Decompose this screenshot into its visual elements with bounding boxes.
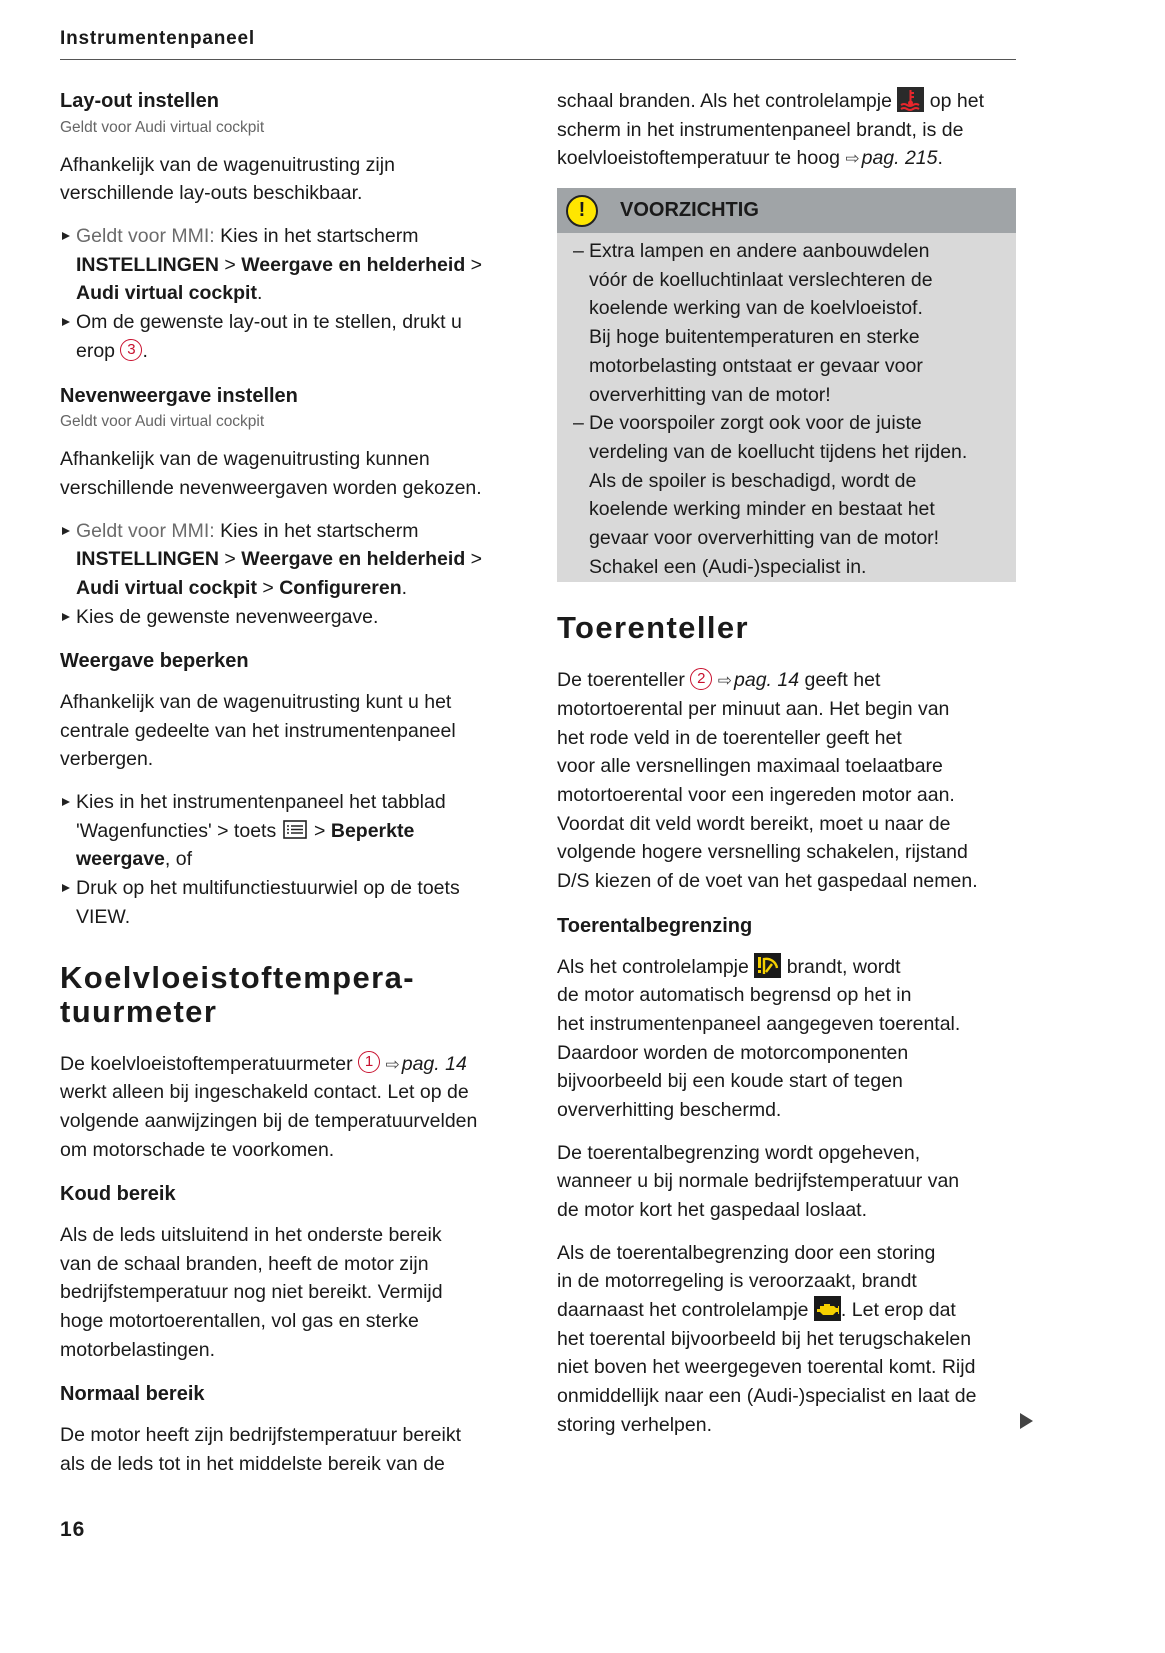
text-line xyxy=(76,603,520,632)
subheading xyxy=(60,1180,520,1209)
text-span: > xyxy=(465,548,483,571)
text-span: volgende aanwijzingen bij de temperatuurvelden xyxy=(60,1109,478,1132)
text-span: > xyxy=(256,576,280,599)
text-line xyxy=(76,903,520,932)
applicability-note xyxy=(60,410,520,434)
text-line xyxy=(76,845,520,874)
running-header: Instrumentenpaneel xyxy=(60,28,255,49)
text-span: niet boven het weergegeven toerental komt. Rijd xyxy=(557,1356,976,1379)
page-reference-link[interactable] xyxy=(845,147,937,169)
text-span: Normaal bereik xyxy=(60,1383,205,1406)
text-line xyxy=(557,981,1017,1010)
caution-title: VOORZICHTIG xyxy=(620,199,759,222)
text-span: Als de toerentalbegrenzing door een storing xyxy=(557,1241,936,1264)
instruction-step xyxy=(60,308,520,365)
text-span: koelende werking van de koelvloeistof. xyxy=(589,297,923,320)
caution-header xyxy=(557,188,1016,233)
warning-icon: ! xyxy=(566,195,598,227)
text-span: het instrumentenpaneel aangegeven toerental. xyxy=(557,1012,961,1035)
text-span: Kies in het startscherm xyxy=(220,519,419,542)
text-span: motortoerental voor een ingereden motor aan. xyxy=(557,784,955,807)
text-line xyxy=(557,1239,1017,1268)
text-line xyxy=(589,553,1016,582)
paragraph xyxy=(557,1139,1017,1225)
text-span: op het xyxy=(924,90,985,112)
text-line xyxy=(589,524,1016,553)
text-line xyxy=(60,1221,520,1250)
text-span: Toerentalbegrenzing xyxy=(557,914,753,937)
text-line xyxy=(589,323,1016,352)
text-span: motortoerental per minuut aan. Het begin van xyxy=(557,698,950,720)
text-line xyxy=(60,717,520,746)
text-line xyxy=(60,1450,520,1479)
text-span: De voorspoiler zorgt ook voor de juiste xyxy=(589,412,922,435)
text-span: motorbelastingen. xyxy=(60,1338,216,1361)
text-span: om motorschade te voorkomen. xyxy=(60,1138,335,1161)
text-line xyxy=(76,817,520,846)
text-span: Als de spoiler is beschadigd, wordt de xyxy=(589,469,917,492)
bold-text: Audi virtual cockpit xyxy=(76,576,257,599)
text-span: de motor automatisch begrensd op het in xyxy=(557,984,912,1007)
bold-text: Audi virtual cockpit xyxy=(76,282,257,305)
text-line xyxy=(76,788,520,817)
text-line xyxy=(60,1078,520,1107)
text-span: verbergen. xyxy=(60,748,154,771)
text-span: geeft het xyxy=(799,669,881,692)
header-rule xyxy=(60,59,1016,60)
text-line xyxy=(60,1136,520,1165)
instruction-step xyxy=(60,222,520,308)
text-span: > xyxy=(308,819,331,842)
text-span: De toerenteller xyxy=(557,669,691,692)
text-line xyxy=(76,874,520,903)
text-span: van de schaal branden, heeft de motor zijn xyxy=(60,1252,429,1275)
text-line xyxy=(557,1382,1017,1411)
text-line xyxy=(589,467,1016,496)
text-line xyxy=(557,1039,1017,1068)
text-line xyxy=(60,1250,520,1279)
continue-arrow-icon xyxy=(1020,1413,1033,1429)
bold-text: INSTELLINGEN xyxy=(76,253,220,276)
text-line xyxy=(557,1010,1017,1039)
text-span: storing verhelpen. xyxy=(557,1413,713,1436)
text-line xyxy=(76,337,520,366)
bold-text: Beperkte xyxy=(330,819,415,842)
caution-box xyxy=(557,188,1016,582)
text-line xyxy=(60,995,520,1029)
text-span: . xyxy=(256,282,263,305)
text-span: motorbelasting ontstaat er gevaar voor xyxy=(589,354,923,377)
text-span: Kies de gewenste nevenweergave. xyxy=(76,605,379,628)
text-span: De koelvloeistoftemperatuurmeter xyxy=(60,1052,359,1075)
text-span: brandt, wordt xyxy=(781,955,901,978)
paragraph xyxy=(60,688,520,774)
text-span: Extra lampen en andere aanbouwdelen xyxy=(589,240,930,263)
text-span: Afhankelijk van de wagenuitrusting zijn xyxy=(60,153,395,176)
text-span: De motor heeft zijn bedrijfstemperatuur bereikt xyxy=(60,1424,462,1447)
text-span: Als de leds uitsluitend in het onderste bereik xyxy=(60,1223,442,1246)
text-span: > xyxy=(219,548,242,571)
section-heading xyxy=(557,611,1017,645)
text-span: daarnaast het controlelampje xyxy=(557,1299,814,1322)
text-line xyxy=(60,179,520,208)
text-line xyxy=(557,144,1017,173)
text-line xyxy=(76,308,520,337)
text-line xyxy=(557,1411,1017,1440)
section-heading xyxy=(60,961,520,1029)
text-line xyxy=(557,1296,1017,1325)
text-span: gevaar voor oververhitting van de motor! xyxy=(589,526,940,549)
applicability-label: Geldt voor MMI: xyxy=(76,519,221,542)
page-number: 16 xyxy=(60,1518,86,1541)
text-line xyxy=(557,810,1017,839)
text-line xyxy=(76,251,520,280)
text-line xyxy=(60,961,520,995)
arrow-right-icon: ⇨ xyxy=(845,149,860,169)
arrow-right-icon: ⇨ xyxy=(385,1054,400,1074)
text-span: . xyxy=(937,147,943,170)
text-line xyxy=(557,1167,1017,1196)
text-line xyxy=(60,745,520,774)
text-line xyxy=(60,87,520,116)
subheading xyxy=(60,647,520,676)
text-span: schaal branden. Als het controlelampje xyxy=(557,90,898,112)
bold-text: weergave xyxy=(76,848,165,871)
subheading xyxy=(60,87,520,116)
page-reference-text: pag. 14 xyxy=(734,669,800,692)
text-span: 'Wagenfuncties' > toets xyxy=(76,819,282,842)
text-line xyxy=(60,445,520,474)
text-span: Schakel een (Audi-)specialist in. xyxy=(589,555,867,578)
text-line xyxy=(557,1196,1017,1225)
paragraph xyxy=(557,87,1017,173)
text-span: Daardoor worden de motorcomponenten xyxy=(557,1041,909,1064)
left-column xyxy=(60,87,520,1478)
text-line xyxy=(60,382,520,411)
rpm-limit-icon xyxy=(754,953,781,978)
text-line xyxy=(60,1107,520,1136)
callout-number: 2 xyxy=(690,668,712,690)
text-span: koelvloeistoftemperatuur te hoog xyxy=(557,147,846,170)
text-span: Geldt voor Audi virtual cockpit xyxy=(60,413,265,431)
paragraph xyxy=(60,445,520,502)
text-span: . xyxy=(401,576,408,599)
callout-number: 3 xyxy=(120,339,142,361)
paragraph xyxy=(60,1221,520,1364)
text-span: > xyxy=(219,253,242,276)
text-line xyxy=(60,647,520,676)
text-line xyxy=(589,381,1016,410)
text-line xyxy=(76,574,520,603)
callout-number: 1 xyxy=(358,1051,380,1073)
text-line xyxy=(60,1380,520,1409)
text-span: . Let erop dat xyxy=(840,1299,956,1322)
text-line xyxy=(557,1139,1017,1168)
bold-text: Weergave en helderheid xyxy=(241,548,466,571)
text-line xyxy=(557,1067,1017,1096)
subheading xyxy=(60,382,520,411)
caution-item xyxy=(573,409,1016,581)
text-line xyxy=(76,279,520,308)
page-reference-link[interactable] xyxy=(718,669,799,691)
paragraph xyxy=(60,1421,520,1478)
text-span: Koelvloeistoftempera- xyxy=(60,959,415,995)
text-span: Bij hoge buitentemperaturen en sterke xyxy=(589,326,920,349)
engine-control-icon xyxy=(814,1296,841,1321)
text-span: bijvoorbeeld bij een koude start of tegen xyxy=(557,1070,903,1093)
text-span: Om de gewenste lay-out in te stellen, drukt u xyxy=(76,311,462,334)
instruction-step xyxy=(60,788,520,874)
instruction-step xyxy=(60,603,520,632)
text-span: De toerentalbegrenzing wordt opgeheven, xyxy=(557,1141,921,1164)
coolant-temperature-icon xyxy=(897,87,924,112)
text-span: voor alle versnellingen maximaal toelaatbare xyxy=(557,755,943,778)
page-reference-link[interactable] xyxy=(385,1053,466,1075)
text-span: Afhankelijk van de wagenuitrusting kunt u het xyxy=(60,691,452,713)
text-span: oververhitting beschermd. xyxy=(557,1098,782,1121)
instruction-step xyxy=(60,874,520,931)
text-line xyxy=(60,116,520,140)
text-span: koelende werking minder en bestaat het xyxy=(589,498,935,521)
text-line xyxy=(60,474,520,503)
text-span: D/S kiezen of de voet van het gaspedaal nemen. xyxy=(557,870,978,893)
text-span: Koud bereik xyxy=(60,1183,176,1206)
text-line xyxy=(557,87,1017,116)
text-line xyxy=(557,867,1017,896)
paragraph xyxy=(557,666,1017,896)
text-span: > xyxy=(465,253,483,276)
text-span: verschillende lay-outs beschikbaar. xyxy=(60,182,363,205)
text-span: VIEW. xyxy=(76,905,131,928)
text-span: vóór de koelluchtinlaat verslechteren de xyxy=(589,268,933,291)
text-span: Voordat dit veld wordt bereikt, moet u naar de xyxy=(557,812,951,835)
text-span: Druk op het multifunctiestuurwiel op de toets xyxy=(76,877,460,900)
applicability-label: Geldt voor MMI: xyxy=(76,225,221,248)
text-line xyxy=(557,781,1017,810)
text-span: tuurmeter xyxy=(60,993,218,1029)
text-line xyxy=(76,517,520,546)
text-line xyxy=(60,1307,520,1336)
text-line xyxy=(589,438,1016,467)
text-line xyxy=(557,912,1017,941)
list-menu-icon xyxy=(282,817,309,842)
text-line xyxy=(589,237,1016,266)
text-line xyxy=(60,1336,520,1365)
text-span: Als het controlelampje xyxy=(557,955,755,978)
text-span: erop xyxy=(76,339,121,362)
text-line xyxy=(557,838,1017,867)
text-span: scherm in het instrumentenpaneel brandt, is de xyxy=(557,118,964,141)
text-line xyxy=(557,1353,1017,1382)
text-line xyxy=(557,611,1017,645)
text-span: , of xyxy=(164,848,193,871)
text-span: . xyxy=(142,339,148,362)
text-span: de motor kort het gaspedaal loslaat. xyxy=(557,1199,868,1221)
applicability-note xyxy=(60,116,520,140)
text-span: Kies in het instrumentenpaneel het tabblad xyxy=(76,791,446,814)
text-span: centrale gedeelte van het instrumentenpaneel xyxy=(60,719,456,742)
text-span: bedrijfstemperatuur nog niet bereikt. Vermijd xyxy=(60,1281,443,1304)
text-span: Nevenweergave instellen xyxy=(60,384,298,407)
instruction-step xyxy=(60,517,520,603)
text-line xyxy=(557,1096,1017,1125)
text-line xyxy=(557,724,1017,753)
subheading xyxy=(60,1380,520,1409)
text-line xyxy=(589,294,1016,323)
caution-item xyxy=(573,237,1016,409)
right-column xyxy=(557,87,1017,1440)
bold-text: Configureren xyxy=(279,576,402,599)
text-line xyxy=(60,1421,520,1450)
text-line xyxy=(589,266,1016,295)
text-span: wanneer u bij normale bedrijfstemperatuur van xyxy=(557,1170,960,1193)
text-line xyxy=(557,1267,1017,1296)
text-span: Kies in het startscherm xyxy=(220,225,419,248)
text-line xyxy=(76,222,520,251)
text-span xyxy=(712,669,717,691)
text-span: onmiddellijk naar een (Audi-)specialist en laat de xyxy=(557,1385,977,1408)
text-span: hoge motortoerentallen, vol gas en sterke xyxy=(60,1310,419,1332)
text-span: Weergave beperken xyxy=(60,650,249,673)
text-line xyxy=(60,688,520,717)
paragraph xyxy=(60,151,520,208)
text-span: werkt alleen bij ingeschakeld contact. Let op de xyxy=(60,1081,469,1104)
paragraph xyxy=(557,1239,1017,1440)
page-reference-text: pag. 215 xyxy=(861,147,938,170)
text-line xyxy=(557,752,1017,781)
text-line xyxy=(60,1050,520,1079)
bold-text: INSTELLINGEN xyxy=(76,548,220,571)
text-span: het rode veld in de toerenteller geeft het xyxy=(557,726,902,749)
text-line xyxy=(589,352,1016,381)
text-line xyxy=(60,1180,520,1209)
text-line xyxy=(557,695,1017,724)
text-line xyxy=(76,545,520,574)
subheading xyxy=(557,912,1017,941)
text-line xyxy=(60,410,520,434)
text-span: verschillende nevenweergaven worden gekozen. xyxy=(60,476,482,499)
text-line xyxy=(557,1325,1017,1354)
text-line xyxy=(557,116,1017,145)
text-span: als de leds tot in het middelste bereik van de xyxy=(60,1452,445,1475)
text-line xyxy=(557,666,1017,695)
text-span: het toerental bijvoorbeeld bij het terugschakelen xyxy=(557,1327,972,1350)
text-line xyxy=(60,1278,520,1307)
text-line xyxy=(589,495,1016,524)
text-span: Toerenteller xyxy=(557,610,749,646)
text-span: Geldt voor Audi virtual cockpit xyxy=(60,118,265,136)
text-span: Afhankelijk van de wagenuitrusting kunnen xyxy=(60,448,430,471)
text-line xyxy=(557,953,1017,982)
page-reference-text: pag. 14 xyxy=(401,1052,467,1075)
paragraph xyxy=(557,953,1017,1125)
paragraph xyxy=(60,1050,520,1165)
text-span: oververhitting van de motor! xyxy=(589,383,831,406)
text-span: verdeling van de koellucht tijdens het rijden. xyxy=(589,440,968,463)
text-span: volgende hogere versnelling schakelen, rijstand xyxy=(557,841,968,864)
text-line xyxy=(589,409,1016,438)
text-span: in de motorregeling is veroorzaakt, brandt xyxy=(557,1270,917,1293)
arrow-right-icon: ⇨ xyxy=(717,671,732,691)
bold-text: Weergave en helderheid xyxy=(241,253,466,276)
text-span: Lay-out instellen xyxy=(60,90,219,112)
caution-body xyxy=(557,233,1016,582)
text-line xyxy=(60,151,520,180)
